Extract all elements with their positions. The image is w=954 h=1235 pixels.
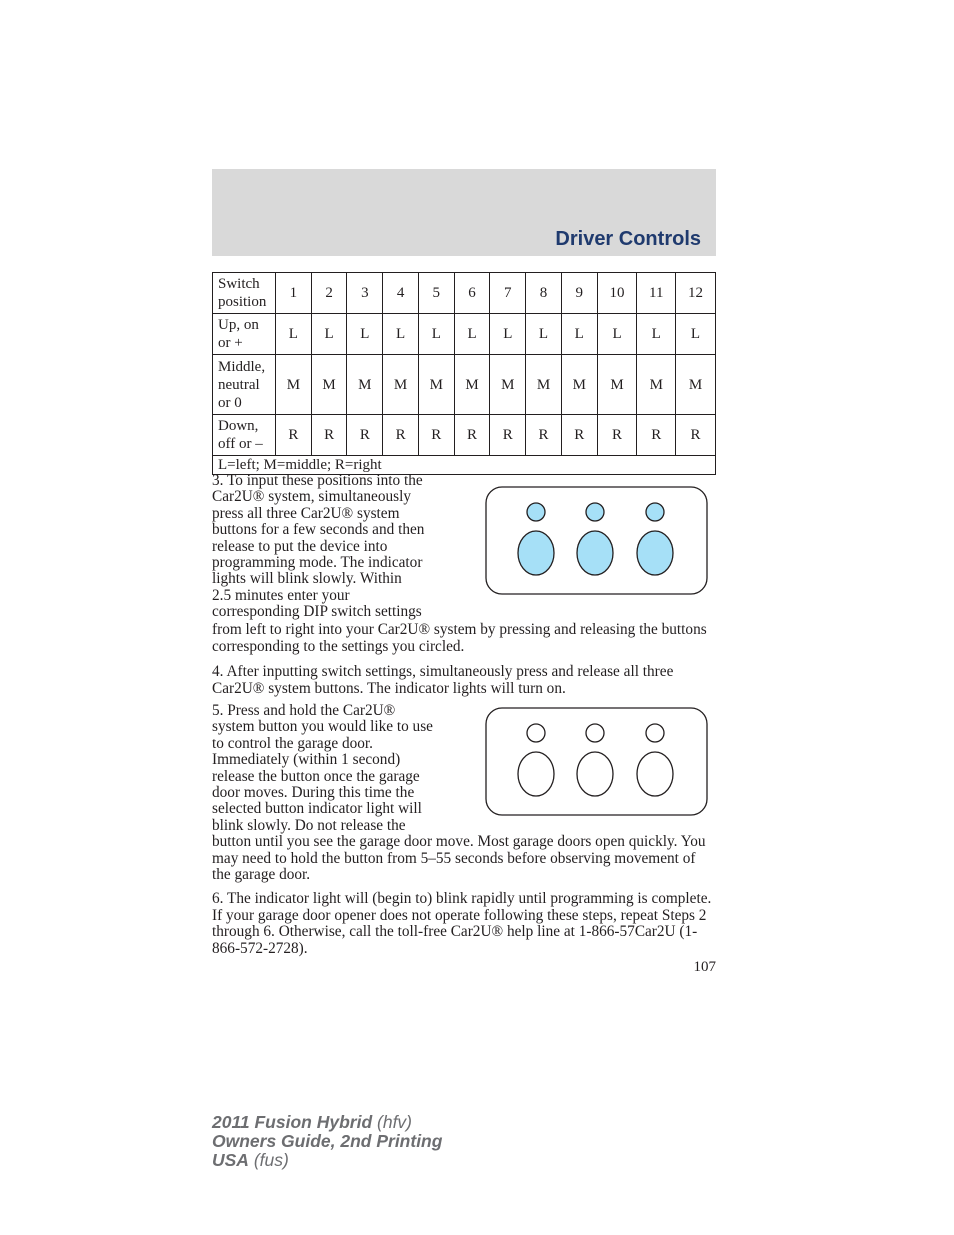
table-cell: 3 [347, 273, 383, 314]
table-cell: M [490, 355, 526, 415]
text-line: 2.5 minutes enter your [212, 586, 350, 604]
table-cell: L [311, 314, 347, 355]
table-cell: M [637, 355, 676, 415]
table-cell: L [675, 314, 715, 355]
table-cell: 11 [637, 273, 676, 314]
indicator-light-1-lit [527, 503, 545, 521]
table-cell: 9 [561, 273, 597, 314]
table-cell: 4 [383, 273, 419, 314]
table-cell: L [347, 314, 383, 355]
table-cell: M [561, 355, 597, 415]
footer-line-3 [212, 1151, 442, 1170]
table-cell: M [597, 355, 637, 415]
text-line: 3. To input these positions into the [212, 472, 423, 489]
table-cell: L [383, 314, 419, 355]
footer-line-1 [212, 1113, 442, 1132]
table-cell: R [454, 415, 490, 456]
table-cell: R [490, 415, 526, 456]
footer [212, 1113, 442, 1170]
table-cell: M [526, 355, 562, 415]
table-cell: L [561, 314, 597, 355]
table-row [213, 314, 716, 355]
row-label: Switch position [213, 273, 276, 314]
table-cell: R [383, 415, 419, 456]
table-cell: R [597, 415, 637, 456]
row-label: Middle, neutral or 0 [213, 355, 276, 415]
text-line: system button you would like to use [212, 718, 433, 736]
table-cell: L [637, 314, 676, 355]
table-cell: R [347, 415, 383, 456]
table-note: L=left; M=middle; R=right [213, 456, 716, 475]
car2u-button-1-pressed [518, 531, 554, 575]
row-label: Down, off or – [213, 415, 276, 456]
text-line: press all three Car2U® system [212, 504, 400, 522]
text-line: release to put the device into [212, 537, 388, 555]
table-cell: L [526, 314, 562, 355]
text-line: release the button once the garage [212, 767, 420, 785]
section-title: Driver Controls [555, 228, 701, 250]
table-cell: M [454, 355, 490, 415]
car2u-button-3 [637, 752, 673, 796]
text-line: Car2U® system, simultaneously [212, 488, 411, 506]
footer-model-code: (hfv) [372, 1112, 413, 1132]
indicator-light-2-lit [586, 503, 604, 521]
car2u-button-2 [577, 752, 613, 796]
table-cell: 6 [454, 273, 490, 314]
car2u-button-3-pressed [637, 531, 673, 575]
text-line: selected button indicator light will [212, 800, 422, 818]
table-cell: R [561, 415, 597, 456]
table-cell: R [637, 415, 676, 456]
table-cell: M [383, 355, 419, 415]
row-label: Up, on or + [213, 314, 276, 355]
text-line: 5. Press and hold the Car2U® [212, 702, 396, 719]
indicator-light-3-lit [646, 503, 664, 521]
indicator-light-2 [586, 724, 604, 742]
text-line: buttons for a few seconds and then [212, 521, 425, 539]
table-cell: 12 [675, 273, 715, 314]
car2u-buttons-unlit-figure [485, 707, 708, 817]
header-band [212, 169, 716, 256]
footer-market-code: (fus) [248, 1150, 289, 1170]
text-line: door moves. During this time the [212, 784, 415, 802]
table-row [213, 355, 716, 415]
footer-market: USA [212, 1150, 249, 1170]
table-cell: R [311, 415, 347, 456]
text-line: Immediately (within 1 second) [212, 751, 401, 769]
step-5-tail: button until you see the garage door move. Most garage doors open quickly. You may need to hold the button from 5–55 seconds before observing movement of the garage door. [212, 833, 706, 884]
table-cell: M [311, 355, 347, 415]
table-cell: 7 [490, 273, 526, 314]
table-cell: 2 [311, 273, 347, 314]
table-cell: R [418, 415, 454, 456]
dip-switch-table [212, 272, 716, 475]
table-cell: L [454, 314, 490, 355]
text-line: blink slowly. Do not release the [212, 816, 406, 834]
footer-guide: Owners Guide, 2nd Printing [212, 1131, 443, 1151]
table-cell: M [675, 355, 715, 415]
table-cell: 8 [526, 273, 562, 314]
table-row [213, 415, 716, 456]
text-line: corresponding DIP switch settings [212, 603, 422, 621]
table-cell: R [276, 415, 312, 456]
table-cell: L [276, 314, 312, 355]
text-line: programming mode. The indicator [212, 554, 423, 572]
footer-model: 2011 Fusion Hybrid [212, 1112, 373, 1132]
table-cell: 5 [418, 273, 454, 314]
footer-line-2 [212, 1132, 442, 1151]
table-cell: 1 [276, 273, 312, 314]
table-cell: M [276, 355, 312, 415]
indicator-light-3 [646, 724, 664, 742]
indicator-light-1 [527, 724, 545, 742]
text-line: to control the garage door. [212, 734, 373, 752]
table-header-row [213, 273, 716, 314]
car2u-button-1 [518, 752, 554, 796]
table-cell: R [526, 415, 562, 456]
table-cell: L [490, 314, 526, 355]
table-cell: L [418, 314, 454, 355]
table-cell: 10 [597, 273, 637, 314]
table-cell: M [418, 355, 454, 415]
table-cell: R [675, 415, 715, 456]
table-cell: L [597, 314, 637, 355]
text-line: lights will blink slowly. Within [212, 570, 402, 588]
car2u-buttons-lit-figure [485, 486, 708, 596]
table-cell: M [347, 355, 383, 415]
step-4: 4. After inputting switch settings, simultaneously press and release all three Car2U® system buttons. The indicator lights will turn on. [212, 663, 674, 697]
step-3-tail: from left to right into your Car2U® system by pressing and releasing the buttons corresponding to the settings you circled. [212, 620, 707, 655]
car2u-button-2-pressed [577, 531, 613, 575]
page-number: 107 [693, 959, 716, 975]
step-6: 6. The indicator light will (begin to) blink rapidly until programming is complete. If your garage door opener does not operate following these steps, repeat Steps 2 through 6. Otherwise, call the toll-free Car2U® help line at 1-866-57Car2U (1-866-572-2728). [212, 890, 712, 957]
